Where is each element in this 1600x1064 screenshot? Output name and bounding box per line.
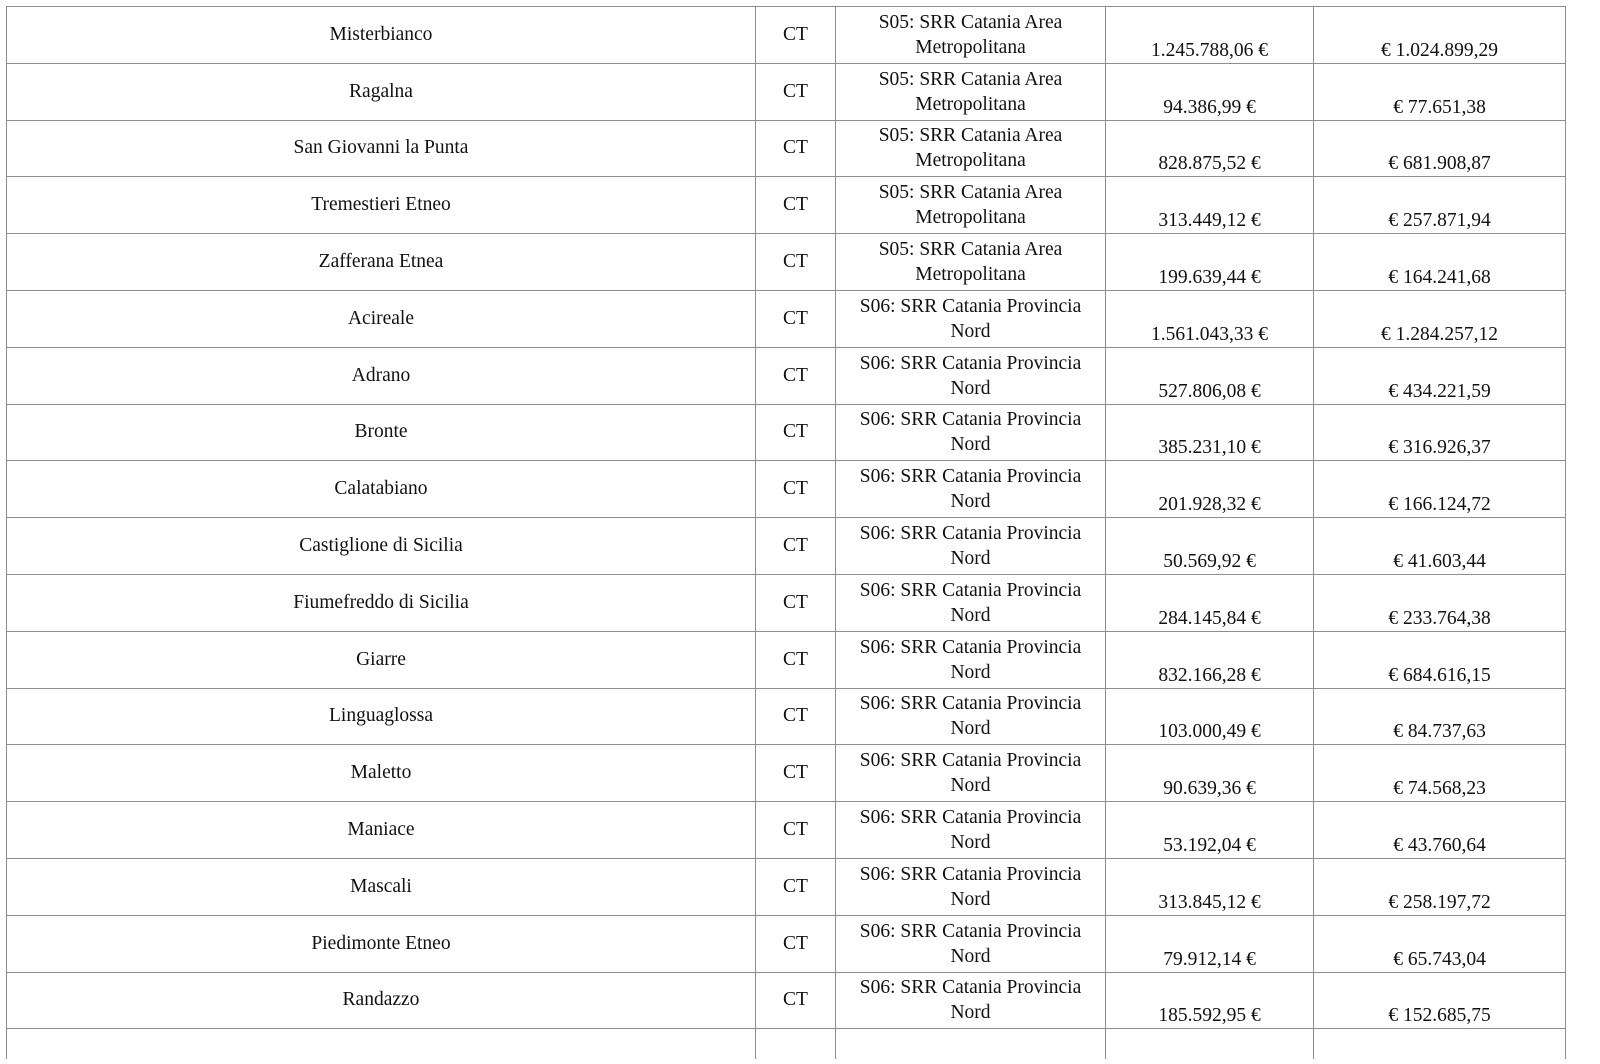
cell-provincia: CT — [756, 518, 836, 575]
importo-value: 50.569,92 € — [1163, 550, 1256, 572]
srr-line-1: S06: SRR Catania Provincia — [859, 409, 1082, 431]
cell-importo-2 — [1314, 404, 1566, 461]
importo-value: 832.166,28 € — [1158, 664, 1261, 686]
cell-importo-2 — [1314, 518, 1566, 575]
cell-comune: Fiumefreddo di Sicilia — [7, 574, 756, 631]
importo-value: 201.928,32 € — [1158, 494, 1261, 516]
cell-provincia: CT — [756, 347, 836, 404]
importo-2-value: € 233.764,38 — [1388, 607, 1491, 629]
cell-provincia: CT — [756, 404, 836, 461]
table-row — [7, 518, 1566, 575]
cell-importo — [1106, 972, 1314, 1029]
cell-importo-2 — [1314, 688, 1566, 745]
srr-line-2: Nord — [950, 718, 991, 740]
cell-importo — [1106, 461, 1314, 518]
cell-comune: Zafferana Etnea — [7, 234, 756, 291]
importo-2-value: € 41.603,44 — [1393, 550, 1486, 572]
importo-2-value: € 152.685,75 — [1388, 1005, 1491, 1027]
table-row-partial — [7, 1029, 1566, 1060]
cell-importo — [1106, 177, 1314, 234]
cell-comune: Adrano — [7, 347, 756, 404]
importo-2-value: € 43.760,64 — [1393, 834, 1486, 856]
cell-importo — [1106, 574, 1314, 631]
srr-line-1: S06: SRR Catania Provincia — [859, 977, 1082, 999]
srr-line-1: S06: SRR Catania Provincia — [859, 352, 1082, 374]
srr-line-2: Metropolitana — [915, 207, 1026, 229]
srr-line-2: Nord — [950, 434, 991, 456]
importo-2-value: € 65.743,04 — [1393, 948, 1486, 970]
cell-comune: Calatabiano — [7, 461, 756, 518]
importo-2-value: € 166.124,72 — [1388, 494, 1491, 516]
srr-line-1: S05: SRR Catania Area — [878, 11, 1063, 33]
srr-line-1: S06: SRR Catania Provincia — [859, 636, 1082, 658]
cell-provincia: CT — [756, 972, 836, 1029]
cell-provincia: CT — [756, 120, 836, 177]
srr-line-2: Metropolitana — [915, 150, 1026, 172]
cell-comune: Bronte — [7, 404, 756, 461]
cell-importo-2 — [1314, 177, 1566, 234]
cell-importo-2 — [1314, 631, 1566, 688]
srr-line-2: Nord — [950, 491, 991, 513]
cell-importo — [1106, 120, 1314, 177]
importo-2-value: € 164.241,68 — [1388, 266, 1491, 288]
table-row — [7, 177, 1566, 234]
cell-importo-2 — [1314, 802, 1566, 859]
cell-importo — [1106, 518, 1314, 575]
srr-line-1: S05: SRR Catania Area — [878, 239, 1063, 261]
cell-srr — [836, 461, 1106, 518]
cell-importo — [1106, 688, 1314, 745]
importo-2-value: € 74.568,23 — [1393, 778, 1486, 800]
srr-line-1: S05: SRR Catania Area — [878, 125, 1063, 147]
table-row — [7, 802, 1566, 859]
cell-comune: Castiglione di Sicilia — [7, 518, 756, 575]
cell-srr — [836, 631, 1106, 688]
table-row — [7, 347, 1566, 404]
table-row — [7, 915, 1566, 972]
cell-comune: Piedimonte Etneo — [7, 915, 756, 972]
cell-comune: Mascali — [7, 858, 756, 915]
table-body — [7, 7, 1566, 1060]
importo-value: 185.592,95 € — [1158, 1005, 1261, 1027]
cell-srr — [836, 802, 1106, 859]
cell-importo — [1106, 63, 1314, 120]
cell-importo-2 — [1314, 858, 1566, 915]
cell-comune: Misterbianco — [7, 7, 756, 64]
importo-2-value: € 316.926,37 — [1388, 437, 1491, 459]
table-row — [7, 120, 1566, 177]
importo-2-value: € 1.284.257,12 — [1381, 323, 1498, 345]
table-row — [7, 972, 1566, 1029]
importo-value: 1.245.788,06 € — [1151, 39, 1268, 61]
cell-importo — [1106, 234, 1314, 291]
allocation-table — [6, 6, 1566, 1059]
cell-importo — [1106, 404, 1314, 461]
importo-value: 828.875,52 € — [1158, 153, 1261, 175]
cell-comune: Tremestieri Etneo — [7, 177, 756, 234]
cell-comune: Ragalna — [7, 63, 756, 120]
importo-value: 313.449,12 € — [1158, 210, 1261, 232]
cell-srr — [836, 1029, 1106, 1060]
cell-importo — [1106, 347, 1314, 404]
cell-importo — [1106, 802, 1314, 859]
cell-provincia: CT — [756, 802, 836, 859]
cell-srr — [836, 972, 1106, 1029]
cell-srr — [836, 688, 1106, 745]
cell-importo — [1106, 745, 1314, 802]
cell-importo-2 — [1314, 120, 1566, 177]
table-row — [7, 745, 1566, 802]
cell-provincia: CT — [756, 631, 836, 688]
cell-comune: Maletto — [7, 745, 756, 802]
cell-provincia: CT — [756, 858, 836, 915]
cell-provincia — [756, 1029, 836, 1060]
srr-line-2: Metropolitana — [915, 93, 1026, 115]
table-row — [7, 290, 1566, 347]
cell-comune: Linguaglossa — [7, 688, 756, 745]
cell-provincia: CT — [756, 688, 836, 745]
srr-line-2: Nord — [950, 661, 991, 683]
importo-2-value: € 681.908,87 — [1388, 153, 1491, 175]
cell-importo-2 — [1314, 347, 1566, 404]
cell-comune: Randazzo — [7, 972, 756, 1029]
srr-line-2: Metropolitana — [915, 36, 1026, 58]
importo-value: 199.639,44 € — [1158, 266, 1261, 288]
cell-comune: Maniace — [7, 802, 756, 859]
cell-srr — [836, 574, 1106, 631]
srr-line-1: S06: SRR Catania Provincia — [859, 920, 1082, 942]
importo-value: 79.912,14 € — [1163, 948, 1256, 970]
importo-2-value: € 257.871,94 — [1388, 210, 1491, 232]
importo-value: 527.806,08 € — [1158, 380, 1261, 402]
cell-provincia: CT — [756, 234, 836, 291]
srr-line-2: Nord — [950, 888, 991, 910]
importo-2-value: € 84.737,63 — [1393, 721, 1486, 743]
importo-value: 385.231,10 € — [1158, 437, 1261, 459]
table-row — [7, 858, 1566, 915]
cell-comune: Acireale — [7, 290, 756, 347]
cell-provincia: CT — [756, 915, 836, 972]
cell-importo-2 — [1314, 915, 1566, 972]
srr-line-2: Metropolitana — [915, 264, 1026, 286]
cell-srr — [836, 63, 1106, 120]
cell-provincia: CT — [756, 574, 836, 631]
cell-provincia: CT — [756, 290, 836, 347]
cell-srr — [836, 290, 1106, 347]
importo-value: 53.192,04 € — [1163, 834, 1256, 856]
importo-value: 94.386,99 € — [1163, 96, 1256, 118]
cell-provincia: CT — [756, 177, 836, 234]
importo-2-value: € 434.221,59 — [1388, 380, 1491, 402]
cell-srr — [836, 858, 1106, 915]
cell-importo — [1106, 858, 1314, 915]
cell-importo-2 — [1314, 290, 1566, 347]
importo-2-value: € 684.616,15 — [1388, 664, 1491, 686]
srr-line-1: S05: SRR Catania Area — [878, 182, 1063, 204]
table-row — [7, 574, 1566, 631]
cell-srr — [836, 915, 1106, 972]
srr-line-2: Nord — [950, 604, 991, 626]
srr-line-2: Nord — [950, 775, 991, 797]
cell-importo-2 — [1314, 745, 1566, 802]
srr-line-1: S05: SRR Catania Area — [878, 68, 1063, 90]
importo-value: 90.639,36 € — [1163, 778, 1256, 800]
cell-importo — [1106, 7, 1314, 64]
cell-comune — [7, 1029, 756, 1060]
cell-provincia: CT — [756, 461, 836, 518]
importo-value: 313.845,12 € — [1158, 891, 1261, 913]
cell-importo — [1106, 1029, 1314, 1060]
cell-provincia: CT — [756, 7, 836, 64]
cell-srr — [836, 745, 1106, 802]
cell-importo-2 — [1314, 972, 1566, 1029]
cell-srr — [836, 7, 1106, 64]
importo-value: 103.000,49 € — [1158, 721, 1261, 743]
table-row — [7, 7, 1566, 64]
cell-importo-2 — [1314, 7, 1566, 64]
cell-comune: Giarre — [7, 631, 756, 688]
importo-2-value: € 77.651,38 — [1393, 96, 1486, 118]
cell-importo — [1106, 290, 1314, 347]
cell-importo — [1106, 631, 1314, 688]
srr-line-1: S06: SRR Catania Provincia — [859, 863, 1082, 885]
importo-value: 1.561.043,33 € — [1151, 323, 1268, 345]
srr-line-1: S06: SRR Catania Provincia — [859, 807, 1082, 829]
srr-line-2: Nord — [950, 320, 991, 342]
srr-line-1: S06: SRR Catania Provincia — [859, 295, 1082, 317]
table-row — [7, 688, 1566, 745]
cell-importo — [1106, 915, 1314, 972]
importo-value: 284.145,84 € — [1158, 607, 1261, 629]
cell-srr — [836, 518, 1106, 575]
srr-line-2: Nord — [950, 1002, 991, 1024]
cell-provincia: CT — [756, 63, 836, 120]
srr-line-1: S06: SRR Catania Provincia — [859, 579, 1082, 601]
srr-line-1: S06: SRR Catania Provincia — [859, 466, 1082, 488]
srr-line-1: S06: SRR Catania Provincia — [859, 523, 1082, 545]
srr-line-2: Nord — [950, 548, 991, 570]
srr-line-2: Nord — [950, 945, 991, 967]
table-row — [7, 631, 1566, 688]
table-row — [7, 234, 1566, 291]
cell-comune: San Giovanni la Punta — [7, 120, 756, 177]
srr-line-2: Nord — [950, 377, 991, 399]
srr-line-1: S06: SRR Catania Provincia — [859, 693, 1082, 715]
cell-importo-2 — [1314, 461, 1566, 518]
cell-srr — [836, 234, 1106, 291]
cell-srr — [836, 177, 1106, 234]
cell-importo-2 — [1314, 574, 1566, 631]
srr-line-1: S06: SRR Catania Provincia — [859, 750, 1082, 772]
importo-2-value: € 258.197,72 — [1388, 891, 1491, 913]
cell-importo-2 — [1314, 1029, 1566, 1060]
table-row — [7, 63, 1566, 120]
cell-importo-2 — [1314, 234, 1566, 291]
cell-srr — [836, 347, 1106, 404]
cell-provincia: CT — [756, 745, 836, 802]
table-row — [7, 404, 1566, 461]
cell-importo-2 — [1314, 63, 1566, 120]
importo-2-value: € 1.024.899,29 — [1381, 39, 1498, 61]
cell-srr — [836, 120, 1106, 177]
srr-line-2: Nord — [950, 832, 991, 854]
table-row — [7, 461, 1566, 518]
cell-srr — [836, 404, 1106, 461]
